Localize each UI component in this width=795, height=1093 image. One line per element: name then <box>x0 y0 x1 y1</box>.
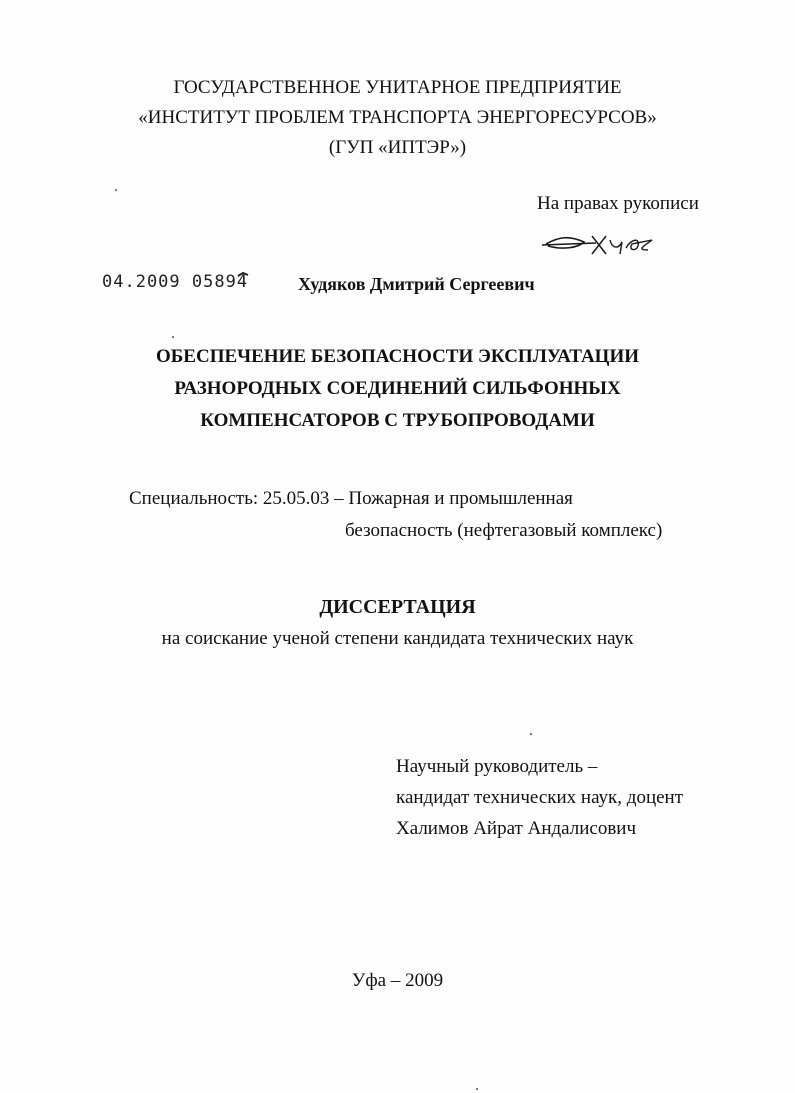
signature-image <box>540 228 658 258</box>
org-line-1: ГОСУДАРСТВЕННОЕ УНИТАРНОЕ ПРЕДПРИЯТИЕ <box>173 77 622 98</box>
author-name: Худяков Дмитрий Сергеевич <box>298 274 535 294</box>
scan-speck <box>172 336 174 338</box>
org-line-3: (ГУП «ИПТЭР») <box>328 137 467 158</box>
scan-speck <box>530 733 532 735</box>
org-line-2: «ИНСТИТУТ ПРОБЛЕМ ТРАНСПОРТА ЭНЕРГОРЕСУРСОВ» <box>138 107 657 128</box>
stamp-mark-icon <box>236 270 250 280</box>
supervisor-name: Халимов Айрат Андалисович <box>396 818 637 839</box>
degree-line: на соискание ученой степени кандидата технических наук <box>161 628 634 649</box>
specialty-line-2: безопасность (нефтегазовый комплекс) <box>345 520 663 541</box>
document-type: ДИССЕРТАЦИЯ <box>319 596 476 618</box>
scan-speck <box>476 1088 478 1090</box>
scan-speck <box>115 189 117 191</box>
supervisor-degree: кандидат технических наук, доцент <box>396 787 684 808</box>
registry-number: 04.2009 05894 <box>102 272 249 292</box>
title-line-3: КОМПЕНСАТОРОВ С ТРУБОПРОВОДАМИ <box>200 410 595 431</box>
place-year: Уфа – 2009 <box>351 970 444 991</box>
supervisor-role: Научный руководитель – <box>396 756 598 777</box>
title-line-1: ОБЕСПЕЧЕНИЕ БЕЗОПАСНОСТИ ЭКСПЛУАТАЦИИ <box>155 346 640 367</box>
rights-note: На правах рукописи <box>537 193 699 214</box>
specialty-line-1: Специальность: 25.05.03 – Пожарная и промышленная <box>129 488 573 509</box>
title-line-2: РАЗНОРОДНЫХ СОЕДИНЕНИЙ СИЛЬФОННЫХ <box>174 378 621 399</box>
